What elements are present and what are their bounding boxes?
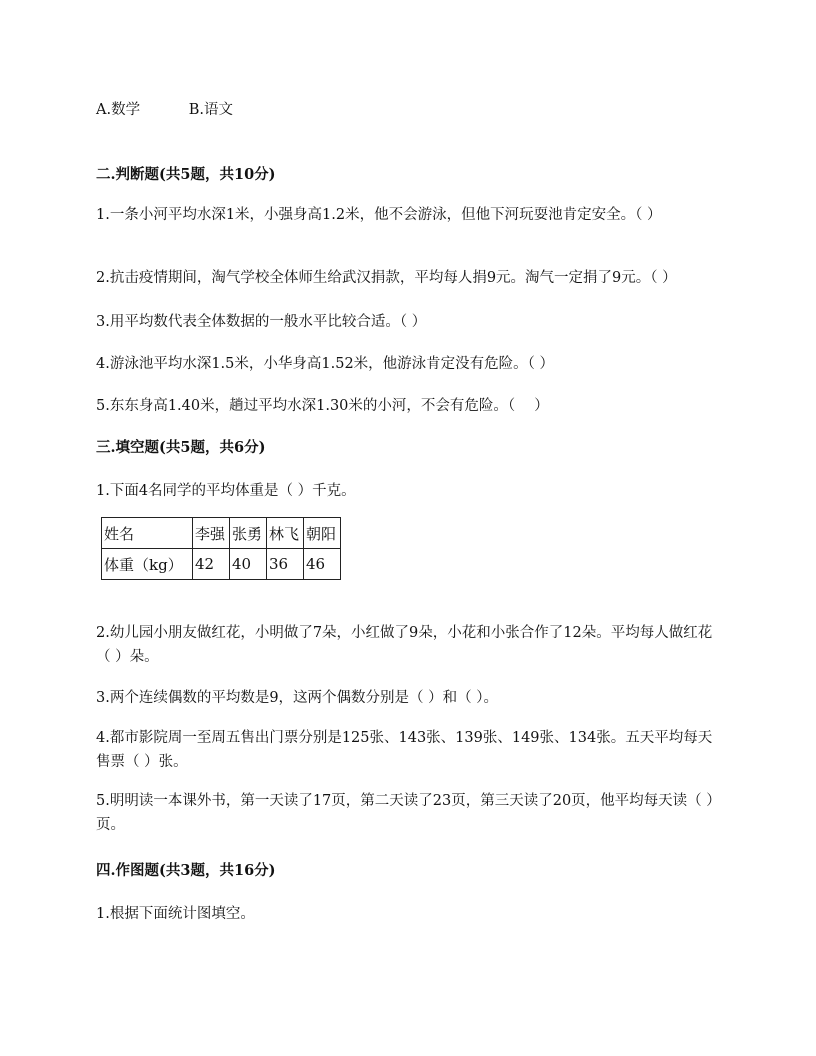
table-cell: 张勇: [230, 518, 267, 549]
table-cell: 40: [230, 549, 267, 580]
fill-question-4: 4.都市影院周一至周五售出门票分别是125张、143张、139张、149张、134张。五天平均每天售票（ ）张。: [96, 730, 713, 770]
option-a: A.数学: [96, 102, 141, 118]
judgement-question-3: 3.用平均数代表全体数据的一般水平比较合适。（ ）: [96, 314, 427, 330]
fill-question-1: 1.下面4名同学的平均体重是（ ）千克。: [96, 483, 356, 499]
table-header-row: [102, 518, 341, 549]
section-heading-judgement: 二.判断题(共5题，共10分): [96, 166, 276, 183]
drawing-question-1: 1.根据下面统计图填空。: [96, 906, 255, 922]
section-heading-drawing: 四.作图题(共3题，共16分): [96, 862, 276, 879]
option-b: B.语文: [188, 102, 233, 118]
table-cell: 42: [193, 549, 230, 580]
judgement-question-5: 5.东东身高1.40米，趟过平均水深1.30米的小河，不会有危险。（ ）: [96, 398, 549, 414]
table-cell: 36: [267, 549, 304, 580]
table-row: [102, 549, 341, 580]
fill-question-3: 3.两个连续偶数的平均数是9，这两个偶数分别是（ ）和（ ）。: [96, 690, 499, 706]
judgement-question-1: 1.一条小河平均水深1米，小强身高1.2米，他不会游泳，但他下河玩耍池肯定安全。（ ）: [96, 207, 662, 223]
table-cell: 林飞: [267, 518, 304, 549]
table-cell: 体重（kg）: [102, 549, 193, 580]
table-cell: 朝阳: [304, 518, 341, 549]
table-cell: 姓名: [102, 518, 193, 549]
previous-question-options: [96, 98, 233, 119]
fill-question-5: 5.明明读一本课外书，第一天读了17页，第二天读了23页，第三天读了20页，他平均每天读（ ）页。: [96, 793, 714, 833]
weight-table: [101, 517, 341, 580]
judgement-question-4: 4.游泳池平均水深1.5米，小华身高1.52米，他游泳肯定没有危险。（ ）: [96, 356, 555, 372]
table-cell: 46: [304, 549, 341, 580]
fill-question-2: 2.幼儿园小朋友做红花，小明做了7朵，小红做了9朵，小花和小张合作了12朵。平均每人做红花（ ）朵。: [96, 625, 713, 665]
judgement-question-2: 2.抗击疫情期间，淘气学校全体师生给武汉捐款，平均每人捐9元。淘气一定捐了9元。（ ）: [96, 270, 677, 286]
table-cell: 李强: [193, 518, 230, 549]
section-heading-fill-in: 三.填空题(共5题，共6分): [96, 439, 266, 456]
